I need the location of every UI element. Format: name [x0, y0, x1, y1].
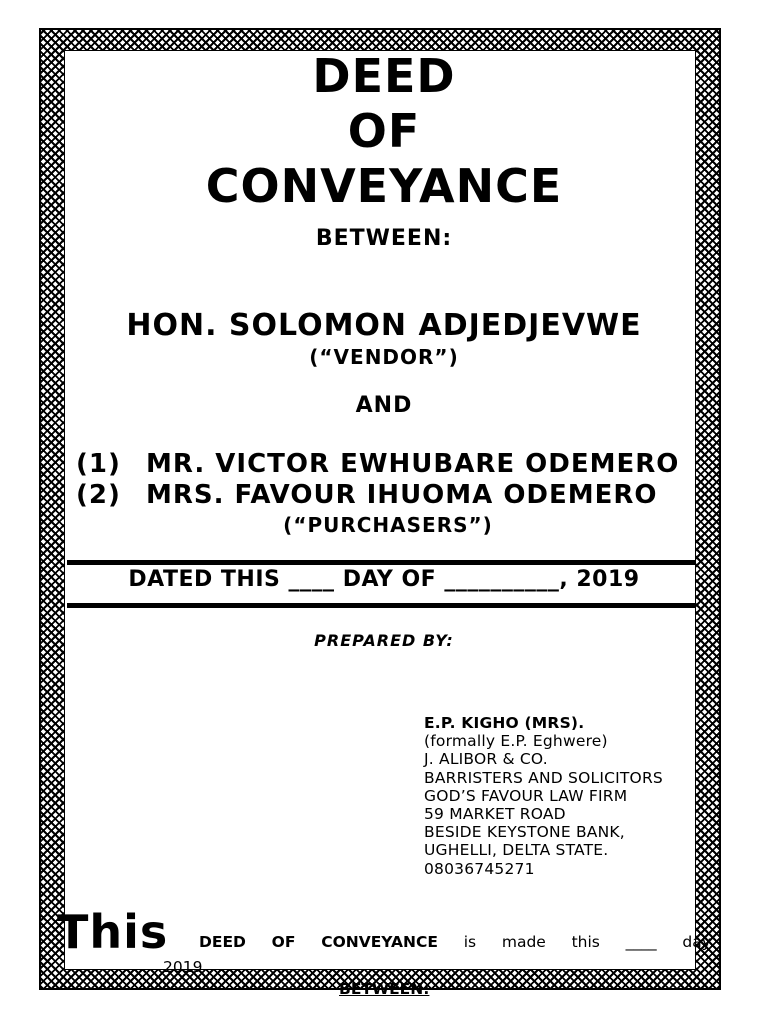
preparer-line: BARRISTERS AND SOLICITORS: [424, 768, 663, 787]
preparer-line: J. ALIBOR & CO.: [424, 750, 548, 769]
prepared-by-label: PREPARED BY:: [314, 631, 454, 650]
preparer-name: E.P. KIGHO (MRS).: [424, 714, 585, 732]
and-heading: AND: [355, 393, 413, 418]
preparer-line: 08036745271: [424, 859, 535, 878]
divider-bottom: [67, 603, 696, 608]
intro-sentence: [199, 933, 711, 951]
intro-word: ____: [625, 933, 657, 951]
intro-word: is: [463, 933, 477, 951]
intro-word: CONVEYANCE: [321, 933, 438, 951]
preparer-line: 59 MARKET ROAD: [424, 805, 566, 824]
purchaser-number: (1): [76, 449, 121, 479]
preparer-line: UGHELLI, DELTA STATE.: [424, 841, 609, 860]
intro-word: day: [682, 933, 711, 951]
preparer-line: (formally E.P. Eghwere): [424, 732, 608, 751]
intro-word: this: [571, 933, 600, 951]
purchaser-number: (2): [76, 480, 121, 510]
preparer-line: GOD’S FAVOUR LAW FIRM: [424, 786, 628, 805]
preparer-address-block: [424, 714, 663, 878]
intro-word: DEED: [199, 933, 246, 951]
divider-top: [67, 560, 696, 565]
title-line-deed: DEED: [312, 49, 456, 103]
intro-word: made: [501, 933, 546, 951]
title-line-of: OF: [347, 104, 421, 158]
purchaser-2: [76, 480, 658, 510]
title-line-conveyance: CONVEYANCE: [205, 159, 563, 213]
intro-year: 2019: [163, 958, 203, 976]
purchaser-1: [76, 449, 679, 479]
dated-line: DATED THIS ____ DAY OF __________, 2019: [128, 567, 640, 592]
purchaser-name: MR. VICTOR EWHUBARE ODEMERO: [146, 449, 680, 479]
vendor-role: (“VENDOR”): [309, 345, 459, 369]
intro-word: OF: [271, 933, 296, 951]
vendor-name: HON. SOLOMON ADJEDJEVWE: [126, 308, 642, 343]
preparer-line: BESIDE KEYSTONE BANK,: [424, 823, 625, 842]
purchaser-name: MRS. FAVOUR IHUOMA ODEMERO: [146, 480, 658, 510]
between-heading: BETWEEN:: [315, 226, 453, 251]
intro-this-word: This: [57, 905, 169, 959]
intro-between: BETWEEN:: [339, 980, 430, 998]
purchasers-role: (“PURCHASERS”): [283, 513, 493, 537]
